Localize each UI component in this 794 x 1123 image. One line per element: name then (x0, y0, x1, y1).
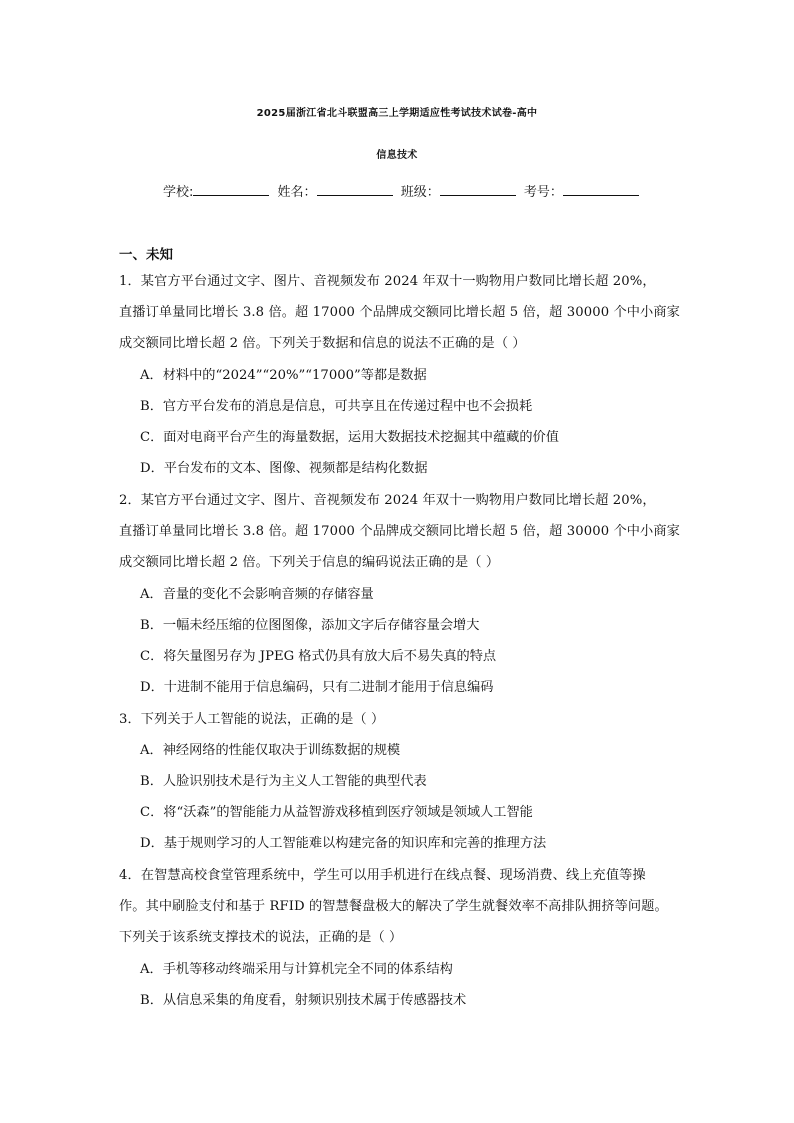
exam-number-label: 考号： (523, 185, 563, 200)
q3-option-a: A．神经网络的性能仅取决于训练数据的规模 (140, 743, 401, 758)
student-info-row (163, 181, 643, 200)
q4-stem-line3: 下列关于该系统支撑技术的说法，正确的是（ ） (119, 930, 403, 945)
q4-option-a: A．手机等移动终端采用与计算机完全不同的体系结构 (140, 962, 453, 977)
q2-stem-line3: 成交额同比增长超 2 倍。下列关于信息的编码说法正确的是（ ） (119, 555, 500, 570)
q2-option-d: D．十进制不能用于信息编码，只有二进制才能用于信息编码 (140, 680, 494, 695)
exam-number-blank (563, 183, 639, 196)
q2-stem-line2: 直播订单量同比增长 3.8 倍。超 17000 个品牌成交额同比增长超 5 倍，超 30000 个中小商家 (119, 524, 680, 539)
school-label: 学校: (163, 185, 194, 200)
q2-option-b: B．一幅未经压缩的位图图像，添加文字后存储容量会增大 (140, 618, 480, 633)
q1-stem-line3: 成交额同比增长超 2 倍。下列关于数据和信息的说法不正确的是（ ） (119, 336, 526, 351)
q2-stem-line1: 2．某官方平台通过文字、图片、音视频发布 2024 年双十一购物用户数同比增长超 20%， (119, 493, 656, 508)
q2-option-c: C．将矢量图另存为 JPEG 格式仍具有放大后不易失真的特点 (140, 649, 497, 664)
q3-stem-line1: 3．下列关于人工智能的说法，正确的是（ ） (119, 712, 385, 727)
name-blank (317, 183, 393, 196)
q1-option-b: B．官方平台发布的消息是信息，可共享且在传递过程中也不会损耗 (140, 399, 533, 414)
q4-stem-line2: 作。其中刷脸支付和基于 RFID 的智慧餐盘极大的解决了学生就餐效率不高排队拥挤等问题。 (119, 899, 668, 914)
class-label: 班级： (400, 185, 440, 200)
section-heading: 一、未知 (119, 247, 173, 263)
q4-option-b: B．从信息采集的角度看，射频识别技术属于传感器技术 (140, 993, 467, 1008)
q3-option-b: B．人脸识别技术是行为主义人工智能的典型代表 (140, 774, 427, 789)
exam-title-line2: 信息技术 (376, 150, 418, 161)
name-label: 姓名： (277, 185, 317, 200)
q1-option-d: D．平台发布的文本、图像、视频都是结构化数据 (140, 461, 428, 476)
q3-option-c: C．将“沃森”的智能能力从益智游戏移植到医疗领域是领域人工智能 (140, 805, 533, 820)
q4-stem-line1: 4．在智慧高校食堂管理系统中，学生可以用手机进行在线点餐、现场消费、线上充值等操 (119, 868, 646, 883)
q2-option-a: A．音量的变化不会影响音频的存储容量 (140, 587, 374, 602)
q1-stem-line2: 直播订单量同比增长 3.8 倍。超 17000 个品牌成交额同比增长超 5 倍，超 30000 个中小商家 (119, 305, 680, 320)
q1-stem-line1: 1．某官方平台通过文字、图片、音视频发布 2024 年双十一购物用户数同比增长超 20%， (119, 274, 656, 289)
class-blank (440, 183, 516, 196)
exam-title-line1: 2025届浙江省北斗联盟高三上学期适应性考试技术试卷-高中 (256, 108, 538, 119)
q3-option-d: D．基于规则学习的人工智能难以构建完备的知识库和完善的推理方法 (140, 836, 547, 851)
q1-option-c: C．面对电商平台产生的海量数据，运用大数据技术挖掘其中蕴藏的价值 (140, 430, 559, 445)
q1-option-a: A．材料中的“2024”“20%”“17000”等都是数据 (140, 368, 427, 383)
school-blank (193, 183, 269, 196)
